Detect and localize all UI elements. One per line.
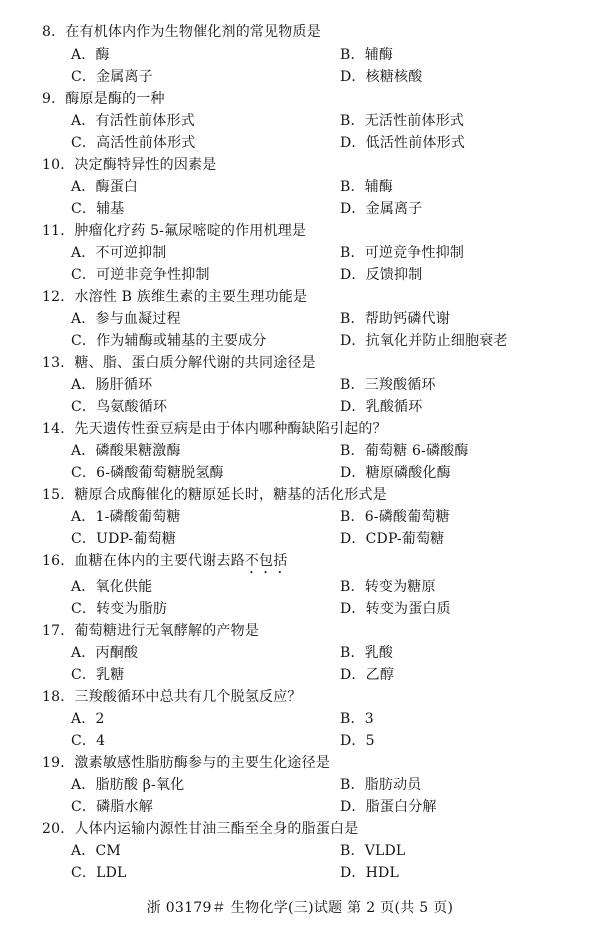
question-17-option-b: B．乳酸 <box>340 645 394 661</box>
question-20-stem: 20．人体内运输内源性甘油三酯至全身的脂蛋白是 <box>42 821 359 837</box>
question-12-option-a: A．参与血凝过程 <box>71 311 181 327</box>
question-10-option-a: A．酶蛋白 <box>71 179 139 195</box>
question-12-option-b: B．帮助钙磷代谢 <box>340 311 450 327</box>
question-13-option-c: C．鸟氨酸循环 <box>71 399 168 415</box>
question-15-option-a: A．1-磷酸葡萄糖 <box>71 509 181 525</box>
question-20-option-c: C．LDL <box>71 865 127 881</box>
question-18-option-b: B．3 <box>340 711 374 727</box>
question-9-option-c: C．高活性前体形式 <box>71 135 196 151</box>
question-15-stem: 15．糖原合成酶催化的糖原延长时，糖基的活化形式是 <box>42 487 387 503</box>
question-20-option-a: A．CM <box>71 843 121 859</box>
question-16-stem <box>42 551 287 571</box>
question-20-option-b: B．VLDL <box>340 843 406 859</box>
question-11-option-b: B．可逆竞争性抑制 <box>340 245 465 261</box>
question-11-option-d: D．反馈抑制 <box>340 267 423 283</box>
question-14-option-c: C．6-磷酸葡萄糖脱氢酶 <box>71 465 224 481</box>
question-17-option-a: A．丙酮酸 <box>71 645 139 661</box>
question-11-option-a: A．不可逆抑制 <box>71 245 167 261</box>
question-9-stem: 9．酶原是酶的一种 <box>42 91 165 107</box>
question-8-option-d: D．核糖核酸 <box>340 69 423 85</box>
question-13-option-d: D．乳酸循环 <box>340 399 423 415</box>
question-19-option-a: A．脂肪酸 β-氧化 <box>71 777 185 793</box>
question-12-option-c: C．作为辅酶或辅基的主要成分 <box>71 333 267 349</box>
question-13-stem: 13．糖、脂、蛋白质分解代谢的共同途径是 <box>42 355 316 371</box>
question-8-option-c: C．金属离子 <box>71 69 153 85</box>
question-18-option-a: A．2 <box>71 711 105 727</box>
question-13-option-a: A．肠肝循环 <box>71 377 153 393</box>
question-10-option-d: D．金属离子 <box>340 201 423 217</box>
question-20-option-d: D．HDL <box>340 865 399 881</box>
question-14-option-a: A．磷酸果糖激酶 <box>71 443 181 459</box>
question-12-option-d: D．抗氧化并防止细胞衰老 <box>340 333 508 349</box>
question-8-option-a: A．酶 <box>71 47 110 63</box>
question-9-option-a: A．有活性前体形式 <box>71 113 195 129</box>
question-17-stem: 17．葡萄糖进行无氧酵解的产物是 <box>42 623 260 639</box>
question-19-option-d: D．脂蛋白分解 <box>340 799 437 815</box>
question-8-stem: 8．在有机体内作为生物催化剂的常见物质是 <box>42 24 321 40</box>
question-8-option-b: B．辅酶 <box>340 47 394 63</box>
question-16-option-c: C．转变为脂肪 <box>71 601 168 617</box>
question-19-option-b: B．脂肪动员 <box>340 777 422 793</box>
question-14-stem: 14．先天遗传性蚕豆病是由于体内哪种酶缺陷引起的？ <box>42 421 387 437</box>
question-17-option-c: C．乳糖 <box>71 667 125 683</box>
question-19-option-c: C．磷脂水解 <box>71 799 153 815</box>
question-16-option-d: D．转变为蛋白质 <box>340 601 451 617</box>
question-11-stem: 11．肿瘤化疗药 5-氟尿嘧啶的作用机理是 <box>42 223 307 239</box>
question-15-option-b: B．6-磷酸葡萄糖 <box>340 509 450 525</box>
question-14-option-b: B．葡萄糖 6-磷酸酶 <box>340 443 469 459</box>
question-18-option-c: C．4 <box>71 733 106 749</box>
question-18-option-d: D．5 <box>340 733 375 749</box>
question-13-option-b: B．三羧酸循环 <box>340 377 436 393</box>
question-17-option-d: D．乙醇 <box>340 667 395 683</box>
question-10-option-b: B．辅酶 <box>340 179 394 195</box>
question-10-stem: 10．决定酶特异性的因素是 <box>42 157 217 173</box>
question-9-option-d: D．低活性前体形式 <box>340 135 466 151</box>
question-16-emphasis: 不包括 <box>244 553 288 569</box>
question-12-stem: 12．水溶性 B 族维生素的主要生理功能是 <box>42 289 308 305</box>
question-14-option-d: D．糖原磷酸化酶 <box>340 465 451 481</box>
question-19-stem: 19．激素敏感性脂肪酶参与的主要生化途径是 <box>42 755 331 771</box>
question-15-option-c: C．UDP-葡萄糖 <box>71 531 176 547</box>
question-16-stem-text: 16．血糖在体内的主要代谢去路 <box>42 553 245 569</box>
question-15-option-d: D．CDP-葡萄糖 <box>340 531 445 547</box>
question-16-option-a: A．氧化供能 <box>71 579 153 595</box>
question-10-option-c: C．辅基 <box>71 201 125 217</box>
question-18-stem: 18．三羧酸循环中总共有几个脱氢反应？ <box>42 689 302 705</box>
question-9-option-b: B．无活性前体形式 <box>340 113 465 129</box>
question-11-option-c: C．可逆非竞争性抑制 <box>71 267 210 283</box>
page-footer: 浙 03179＃ 生物化学(三)试题 第 2 页(共 5 页) <box>146 900 454 916</box>
question-16-option-b: B．转变为糖原 <box>340 579 436 595</box>
